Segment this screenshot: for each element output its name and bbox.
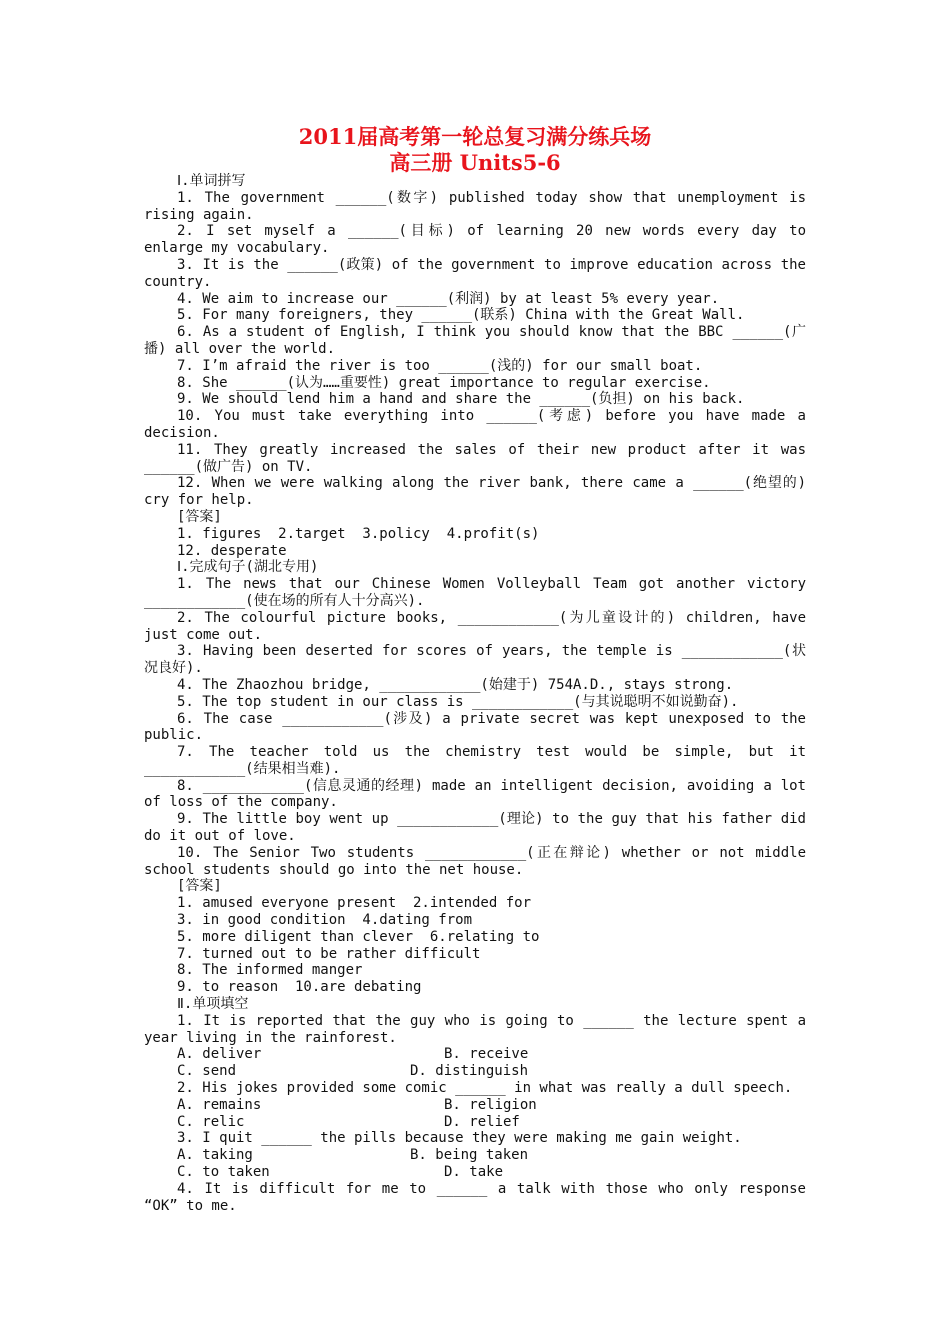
option-row [144,1097,806,1114]
section-heading-sentence-completion: Ⅰ.完成句子(湖北专用) [177,559,319,576]
option-b: B. religion [444,1096,537,1113]
option-d: D. take [444,1164,504,1181]
completion-item: 8. ____________(信息灵通的经理) made an intelligent decision, avoiding a lot of loss of the company. [144,777,806,811]
completion-item: 10. The Senior Two students ____________(正在辩论) whether or not middle school students should go into the net house. [144,844,806,878]
completion-item: 2. The colourful picture books, ____________(为儿童设计的) children, have just come out. [144,609,806,643]
option-row [144,1046,806,1063]
option-d: D. relief [444,1113,520,1130]
answer-line: 8. The informed manger [177,962,363,979]
answer-line: 3. in good condition 4.dating from [177,912,473,929]
completion-item: 5. The top student in our class is ____________(与其说聪明不如说勤奋). [177,693,739,710]
option-row [144,1114,806,1131]
answer-line: 1. amused everyone present 2.intended for [177,895,532,912]
question-stem: 3. I quit ______ the pills because they were making me gain weight. [177,1130,742,1147]
spelling-item: 10. You must take everything into ______(考虑) before you have made a decision. [144,408,806,441]
answer-label: [答案] [177,878,222,895]
option-a: A. taking [177,1147,253,1164]
section-heading-spelling: Ⅰ.单词拼写 [177,173,246,189]
spelling-item: 1. The government ______(数字) published today show that unemployment is rising again. [144,189,806,223]
option-a: A. deliver [177,1046,262,1063]
spelling-item: 8. She ______(认为……重要性) great importance to regular exercise. [177,374,711,391]
document-title: 2011届高考第一轮总复习满分练兵场 [298,124,652,149]
option-c: C. send [177,1063,237,1080]
answer-line: 1. figures 2.target 3.policy 4.profit(s) [177,525,540,542]
option-row [144,1164,806,1181]
question-stem: 4. It is difficult for me to ______ a talk with those who only response “OK” to me. [144,1180,806,1214]
completion-item: 1. The news that our Chinese Women Volleyball Team got another victory ____________(使在场的所有人十分高兴). [144,576,806,609]
option-c: C. relic [177,1113,245,1130]
completion-item: 4. The Zhaozhou bridge, ____________(始建于) 754A.D., stays strong. [177,676,734,693]
spelling-item: 9. We should lend him a hand and share the ______(负担) on his back. [177,391,745,408]
question-stem: 1. It is reported that the guy who is going to ______ the lecture spent a year living in the rainforest. [144,1012,806,1046]
spelling-item: 12. When we were walking along the river bank, there came a ______(绝望的) cry for help. [144,475,806,509]
answer-line: 5. more diligent than clever 6.relating to [177,928,540,945]
completion-item: 7. The teacher told us the chemistry test would be simple, but it ____________(结果相当难). [144,744,806,777]
spelling-item: 2. I set myself a ______(目标) of learning 20 new words every day to enlarge my vocabulary. [144,223,806,257]
document-subtitle: 高三册 Units5-6 [389,150,561,175]
spelling-item: 7. I’m afraid the river is too ______(浅的) for our small boat. [177,357,703,374]
document-body [144,173,806,1214]
answer-line: 12. desperate [177,542,287,559]
option-a: A. remains [177,1096,262,1113]
option-row [144,1147,806,1164]
answer-line: 7. turned out to be rather difficult [177,945,481,962]
completion-item: 9. The little boy went up ____________(理论) to the guy that his father did do it out of love. [144,811,806,845]
completion-item: 6. The case ____________(涉及) a private secret was kept unexposed to the public. [144,710,806,744]
spelling-item: 4. We aim to increase our ______(利润) by at least 5% every year. [177,290,720,307]
option-c: C. to taken [177,1164,270,1181]
option-b: B. being taken [410,1147,529,1164]
spelling-item: 3. It is the ______(政策) of the government to improve education across the country. [144,256,806,290]
question-stem: 2. His jokes provided some comic ______ in what was really a dull speech. [177,1080,793,1097]
option-d: D. distinguish [410,1063,529,1080]
spelling-item: 6. As a student of English, I think you should know that the BBC ______(广播) all over the world. [144,324,806,357]
option-b: B. receive [444,1046,529,1063]
answer-line: 9. to reason 10.are debating [177,979,422,996]
option-row [144,1063,806,1080]
completion-item: 3. Having been deserted for scores of years, the temple is ____________(状况良好). [144,643,806,677]
spelling-item: 11. They greatly increased the sales of their new product after it was ______(做广告) on TV. [144,441,806,475]
spelling-item: 5. For many foreigners, they ______(联系) China with the Great Wall. [177,307,745,324]
section-heading-multiple-choice: Ⅱ.单项填空 [177,996,249,1013]
answer-label: [答案] [177,508,222,525]
